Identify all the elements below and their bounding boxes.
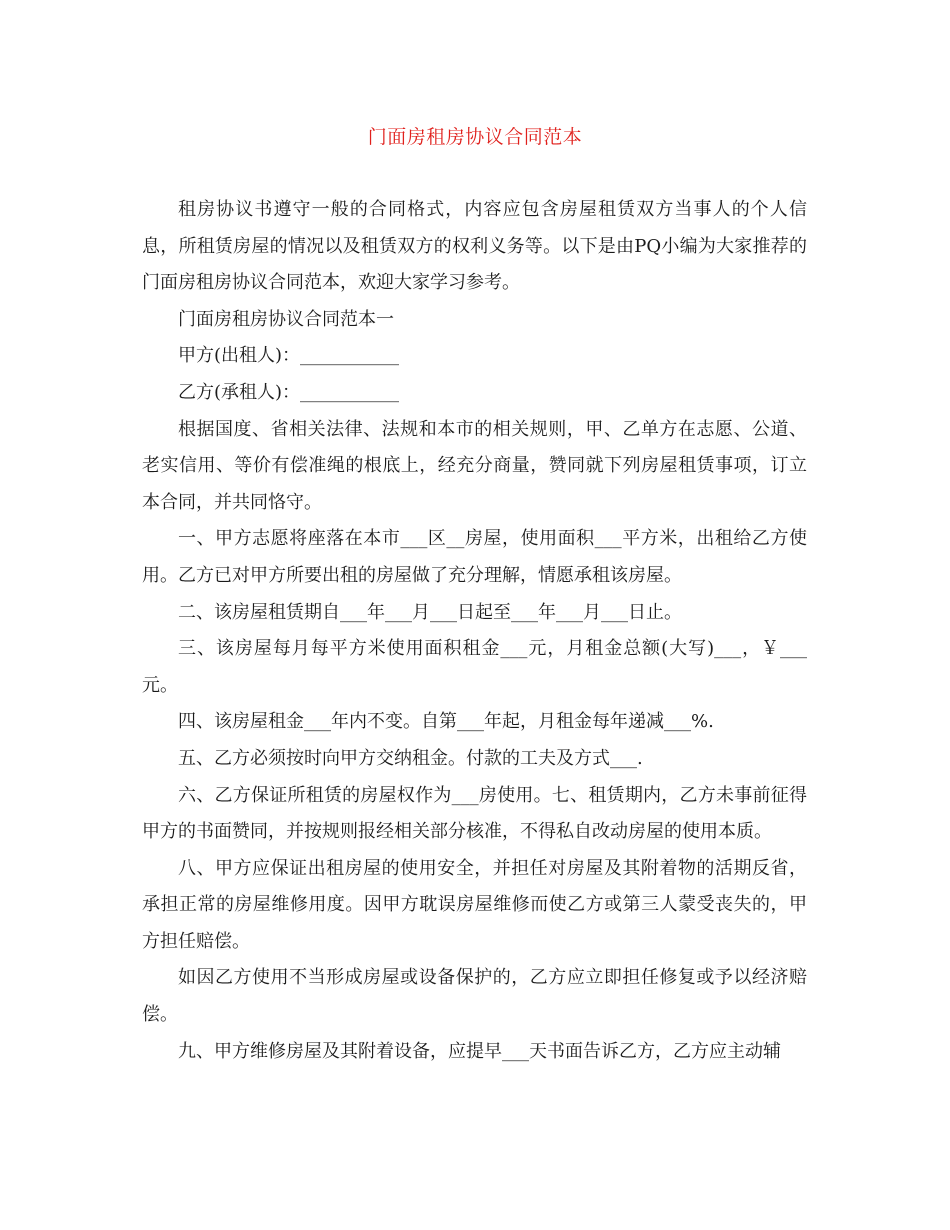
clause-5: 五、乙方必须按时向甲方交纳租金。付款的工夫及方式___. — [178, 747, 643, 769]
clause-1: 一、甲方志愿将座落在本市___区__房屋，使用面积___平方米，出租给乙方使用。乙方已对甲方所要出租的房屋做了充分理解，情愿承租该房屋。 — [142, 528, 807, 586]
clause-3: 三、该房屋每月每平方米使用面积租金___元，月租金总额(大写)___，￥___元。 — [142, 638, 807, 696]
contract-subtitle: 门面房租房协议合同范本一 — [178, 308, 394, 330]
party-a-line: 甲方(出租人)：___________ — [178, 345, 400, 367]
clause-4: 四、该房屋租金___年内不变。自第___年起，月租金每年递减___%. — [178, 711, 714, 733]
intro-paragraph: 租房协议书遵守一般的合同格式，内容应包含房屋租赁双方当事人的个人信息，所租赁房屋的情况以及租赁双方的权利义务等。以下是由PQ小编为大家推荐的门面房租房协议合同范本，欢迎大家学习参考。 — [142, 199, 807, 294]
clause-8: 八、甲方应保证出租房屋的使用安全，并担任对房屋及其附着物的活期反省，承担正常的房屋维修用度。因甲方耽误房屋维修而使乙方或第三人蒙受丧失的，甲方担任赔偿。 — [142, 857, 808, 952]
clause-6-7: 六、乙方保证所租赁的房屋权作为___房使用。七、租赁期内，乙方未事前征得甲方的书面赞同，并按规则报经相关部分核准，不得私自改动房屋的使用本质。 — [142, 784, 807, 843]
clause-8-damage: 如因乙方使用不当形成房屋或设备保护的，乙方应立即担任修复或予以经济赔偿。 — [142, 967, 807, 1026]
clause-9: 九、甲方维修房屋及其附着设备，应提早___天书面告诉乙方，乙方应主动辅 — [178, 1040, 781, 1062]
party-b-line: 乙方(承租人)：___________ — [178, 381, 400, 403]
clause-2: 二、该房屋租赁期自___年___月___日起至___年___月___日止。 — [178, 601, 682, 623]
document-title: 门面房租房协议合同范本 — [367, 126, 583, 148]
document-body — [142, 192, 807, 1070]
basis-paragraph: 根据国度、省相关法律、法规和本市的相关规则，甲、乙单方在志愿、公道、老实信用、等价有偿准绳的根底上，经充分商量，赞同就下列房屋租赁事项，订立本合同，并共同恪守。 — [142, 418, 808, 513]
